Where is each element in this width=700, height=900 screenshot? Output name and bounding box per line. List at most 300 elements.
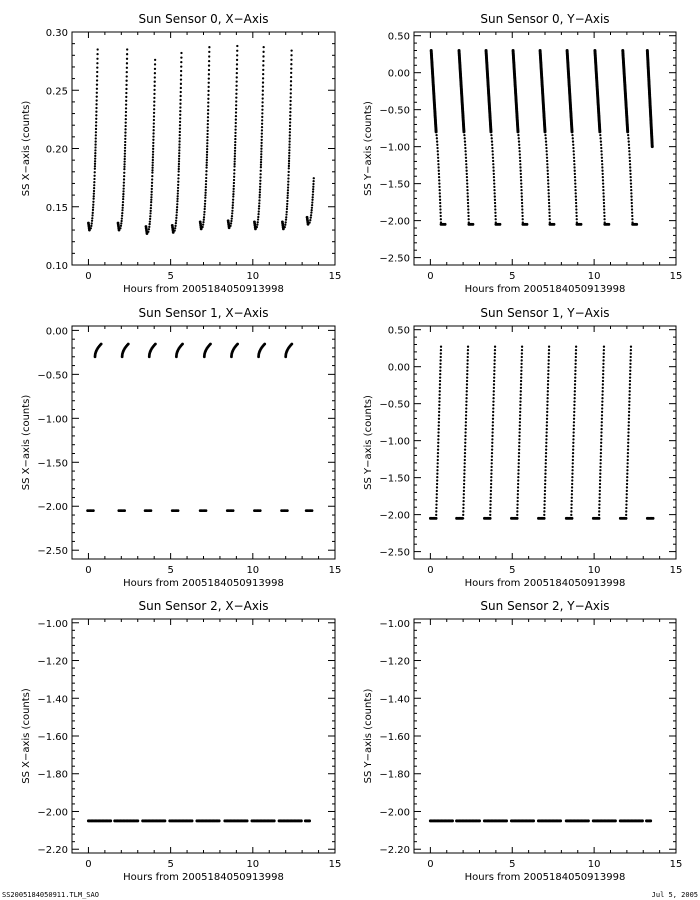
- data-point: [126, 53, 128, 55]
- data-point: [575, 356, 577, 358]
- data-point: [603, 212, 605, 214]
- data-point: [574, 363, 576, 365]
- data-point: [630, 349, 632, 351]
- data-point: [465, 153, 467, 155]
- data-point: [235, 125, 237, 127]
- data-point: [543, 507, 545, 509]
- data-point: [522, 218, 524, 220]
- data-point: [152, 162, 154, 164]
- data-point: [290, 343, 293, 346]
- data-point: [521, 195, 523, 197]
- x-tick-label: 0: [85, 565, 92, 576]
- data-point: [126, 58, 128, 60]
- data-point: [462, 500, 464, 502]
- data-point: [625, 510, 627, 512]
- x-tick-label: 5: [167, 565, 174, 576]
- data-point: [290, 67, 292, 69]
- data-point: [521, 215, 523, 217]
- data-point: [575, 359, 577, 361]
- data-point: [575, 202, 577, 204]
- data-point: [571, 493, 573, 495]
- data-point: [439, 205, 441, 207]
- data-point: [465, 428, 467, 430]
- data-point: [492, 428, 494, 430]
- data-point: [439, 380, 441, 382]
- y-tick-label: −0.50: [379, 399, 410, 411]
- data-point: [93, 195, 95, 197]
- data-point: [544, 493, 546, 495]
- data-point: [259, 183, 261, 185]
- data-point: [629, 163, 631, 165]
- data-series: [87, 819, 311, 822]
- data-point: [284, 226, 286, 228]
- data-point: [235, 93, 237, 95]
- data-point: [206, 145, 208, 147]
- data-point: [570, 503, 572, 505]
- data-point: [516, 507, 518, 509]
- footer-date: Jul 5, 2005: [651, 891, 698, 899]
- data-point: [229, 225, 231, 227]
- data-point: [493, 189, 495, 191]
- data-point: [575, 199, 577, 201]
- data-point: [122, 201, 124, 203]
- y-axis-label: SS Y−axis (counts): [363, 101, 374, 196]
- data-point: [489, 510, 491, 512]
- data-point: [259, 186, 261, 188]
- data-point: [176, 200, 178, 202]
- data-point: [628, 400, 630, 402]
- data-point: [521, 192, 523, 194]
- data-point: [631, 202, 633, 204]
- data-point: [630, 189, 632, 191]
- data-point: [285, 213, 287, 215]
- data-point: [122, 198, 124, 200]
- data-point: [151, 175, 153, 177]
- y-tick-label: −1.60: [379, 732, 410, 743]
- data-point: [494, 349, 496, 351]
- data-point: [438, 182, 440, 184]
- data-point: [517, 473, 519, 475]
- data-point: [546, 407, 548, 409]
- data-point: [572, 459, 574, 461]
- data-point: [174, 225, 176, 227]
- data-series: [430, 49, 654, 226]
- data-point: [518, 150, 520, 152]
- data-point: [466, 179, 468, 181]
- data-point: [545, 137, 547, 139]
- data-point: [122, 195, 124, 197]
- data-point: [205, 189, 207, 191]
- data-point: [489, 517, 491, 519]
- data-point: [466, 366, 468, 368]
- data-point: [574, 383, 576, 385]
- data-point: [309, 219, 311, 221]
- data-point: [492, 425, 494, 427]
- data-point: [572, 455, 574, 457]
- data-point: [628, 147, 630, 149]
- data-point: [491, 431, 493, 433]
- data-point: [178, 163, 180, 165]
- data-point: [177, 181, 179, 183]
- data-point: [288, 171, 290, 173]
- data-point: [600, 150, 602, 152]
- data-point: [545, 466, 547, 468]
- data-point: [260, 156, 262, 158]
- data-point: [175, 214, 177, 216]
- data-point: [464, 147, 466, 149]
- data-point: [151, 185, 153, 187]
- data-point: [599, 466, 601, 468]
- x-tick-label: 0: [427, 565, 434, 576]
- data-point: [520, 363, 522, 365]
- data-point: [519, 418, 521, 420]
- data-point: [124, 158, 126, 160]
- data-point: [571, 490, 573, 492]
- data-point: [598, 507, 600, 509]
- data-point: [600, 455, 602, 457]
- data-point: [517, 497, 519, 499]
- data-point: [440, 352, 442, 354]
- data-point: [629, 376, 631, 378]
- data-point: [547, 176, 549, 178]
- data-point: [207, 126, 209, 128]
- data-point: [602, 366, 604, 368]
- data-point: [438, 397, 440, 399]
- data-point: [575, 352, 577, 354]
- data-point: [464, 449, 466, 451]
- data-point: [573, 431, 575, 433]
- data-point: [489, 500, 491, 502]
- data-point: [572, 137, 574, 139]
- data-point: [518, 455, 520, 457]
- data-point: [96, 84, 98, 86]
- data-point: [493, 370, 495, 372]
- data-point: [94, 146, 96, 148]
- data-point: [287, 192, 289, 194]
- data-point: [90, 225, 92, 227]
- y-tick-label: −1.40: [379, 694, 410, 706]
- data-point: [521, 199, 523, 201]
- data-point: [154, 68, 156, 70]
- data-point: [260, 153, 262, 155]
- x-tick-label: 5: [509, 271, 516, 282]
- data-point: [547, 394, 549, 396]
- data-point: [262, 60, 264, 62]
- data-point: [288, 149, 290, 151]
- data-point: [465, 163, 467, 165]
- data-point: [312, 180, 314, 182]
- data-point: [437, 163, 439, 165]
- data-point: [437, 150, 439, 152]
- data-point: [466, 394, 468, 396]
- data-point: [601, 414, 603, 416]
- data-point: [92, 509, 95, 512]
- data-point: [92, 204, 94, 206]
- data-point: [152, 153, 154, 155]
- footer-filename: SS2005184050911.TLM_SAO: [2, 891, 99, 899]
- data-point: [254, 228, 256, 230]
- data-point: [437, 431, 439, 433]
- data-point: [289, 111, 291, 113]
- data-point: [599, 483, 601, 485]
- data-point: [91, 217, 93, 219]
- data-point: [603, 349, 605, 351]
- data-point: [257, 221, 259, 223]
- data-point: [574, 373, 576, 375]
- data-point: [600, 445, 602, 447]
- data-point: [574, 390, 576, 392]
- data-point: [261, 129, 263, 131]
- data-point: [204, 200, 206, 202]
- data-point: [546, 400, 548, 402]
- data-point: [123, 172, 125, 174]
- data-point: [262, 97, 264, 99]
- data-point: [233, 172, 235, 174]
- data-point: [436, 483, 438, 485]
- data-point: [467, 349, 469, 351]
- data-point: [490, 466, 492, 468]
- data-point: [521, 208, 523, 210]
- data-point: [465, 411, 467, 413]
- data-point: [435, 510, 437, 512]
- data-point: [494, 199, 496, 201]
- y-tick-label: −1.80: [37, 769, 68, 781]
- data-point: [230, 222, 232, 224]
- data-point: [256, 224, 258, 226]
- data-point: [602, 363, 604, 365]
- data-point: [465, 157, 467, 159]
- data-point: [466, 189, 468, 191]
- data-point: [259, 176, 261, 178]
- data-point: [626, 466, 628, 468]
- data-point: [261, 126, 263, 128]
- data-point: [285, 221, 287, 223]
- data-point: [205, 170, 207, 172]
- data-point: [520, 383, 522, 385]
- data-point: [234, 155, 236, 157]
- data-point: [601, 394, 603, 396]
- data-point: [603, 202, 605, 204]
- data-point: [205, 174, 207, 176]
- data-point: [261, 105, 263, 107]
- data-point: [602, 370, 604, 372]
- data-point: [95, 121, 97, 123]
- data-point: [601, 166, 603, 168]
- data-point: [521, 352, 523, 354]
- data-point: [124, 141, 126, 143]
- data-point: [573, 166, 575, 168]
- data-point: [545, 462, 547, 464]
- data-point: [546, 397, 548, 399]
- data-point: [125, 84, 127, 86]
- data-point: [599, 134, 601, 136]
- data-point: [236, 343, 239, 346]
- data-point: [236, 45, 238, 47]
- chart-title: Sun Sensor 0, Y−Axis: [480, 12, 610, 26]
- y-tick-label: 0.50: [387, 31, 410, 43]
- data-point: [627, 131, 629, 133]
- data-point: [493, 383, 495, 385]
- data-point: [546, 153, 548, 155]
- y-tick-label: −2.50: [37, 546, 68, 558]
- data-point: [574, 387, 576, 389]
- data-point: [493, 387, 495, 389]
- y-tick-label: −0.50: [37, 370, 68, 382]
- data-point: [435, 517, 437, 519]
- data-point: [176, 203, 178, 205]
- x-tick-label: 5: [509, 565, 516, 576]
- data-point: [234, 150, 236, 152]
- data-point: [520, 366, 522, 368]
- data-point: [547, 387, 549, 389]
- data-point: [257, 216, 259, 218]
- data-point: [233, 182, 235, 184]
- data-point: [548, 199, 550, 201]
- data-point: [154, 343, 157, 346]
- data-point: [630, 192, 632, 194]
- data-point: [631, 208, 633, 210]
- data-point: [262, 55, 264, 57]
- data-point: [151, 167, 153, 169]
- data-point: [572, 445, 574, 447]
- data-point: [547, 390, 549, 392]
- data-point: [517, 486, 519, 488]
- data-point: [235, 108, 237, 110]
- plot-frame: [72, 32, 335, 265]
- data-point: [548, 215, 550, 217]
- data-point: [548, 195, 550, 197]
- data-point: [490, 493, 492, 495]
- data-point: [125, 88, 127, 90]
- data-point: [260, 145, 262, 147]
- data-point: [259, 173, 261, 175]
- data-point: [517, 490, 519, 492]
- data-point: [125, 103, 127, 105]
- data-point: [286, 509, 289, 512]
- data-point: [548, 202, 550, 204]
- data-point: [94, 149, 96, 151]
- data-point: [175, 217, 177, 219]
- data-point: [236, 63, 238, 65]
- data-point: [548, 346, 550, 348]
- data-point: [124, 138, 126, 140]
- data-point: [627, 428, 629, 430]
- data-point: [289, 100, 291, 102]
- data-point: [627, 459, 629, 461]
- data-point: [257, 213, 259, 215]
- data-point: [575, 192, 577, 194]
- data-point: [518, 435, 520, 437]
- data-point: [153, 104, 155, 106]
- y-tick-label: 0.10: [45, 261, 68, 272]
- x-tick-label: 10: [587, 271, 601, 282]
- data-point: [126, 67, 128, 69]
- y-tick-label: 0.00: [387, 68, 410, 80]
- data-point: [262, 73, 264, 75]
- data-point: [96, 48, 98, 50]
- data-point: [466, 363, 468, 365]
- data-point: [204, 192, 206, 194]
- data-point: [438, 394, 440, 396]
- data-point: [491, 452, 493, 454]
- data-point: [94, 155, 96, 157]
- data-point: [287, 184, 289, 186]
- data-point: [519, 407, 521, 409]
- data-point: [312, 193, 314, 195]
- data-point: [544, 486, 546, 488]
- data-point: [435, 503, 437, 505]
- data-point: [464, 140, 466, 142]
- data-point: [436, 140, 438, 142]
- data-point: [150, 210, 152, 212]
- data-point: [464, 438, 466, 440]
- data-point: [574, 189, 576, 191]
- data-point: [208, 82, 210, 84]
- data-point: [494, 195, 496, 197]
- data-point: [180, 56, 182, 58]
- data-point: [466, 176, 468, 178]
- data-point: [234, 160, 236, 162]
- y-tick-label: 0.00: [45, 326, 68, 338]
- data-point: [467, 199, 469, 201]
- data-point: [463, 466, 465, 468]
- data-point: [520, 179, 522, 181]
- data-point: [285, 219, 287, 221]
- data-point: [289, 121, 291, 123]
- data-point: [235, 96, 237, 98]
- data-point: [234, 128, 236, 130]
- data-point: [312, 196, 314, 198]
- data-point: [95, 137, 97, 139]
- data-point: [463, 476, 465, 478]
- data-point: [572, 435, 574, 437]
- data-point: [92, 209, 94, 211]
- data-point: [518, 144, 520, 146]
- data-point: [207, 105, 209, 107]
- data-point: [544, 479, 546, 481]
- data-point: [234, 144, 236, 146]
- data-point: [95, 134, 97, 136]
- data-point: [491, 150, 493, 152]
- y-tick-label: −2.00: [37, 502, 68, 514]
- data-point: [467, 208, 469, 210]
- data-point: [207, 90, 209, 92]
- data-point: [600, 140, 602, 142]
- data-point: [546, 414, 548, 416]
- data-point: [151, 178, 153, 180]
- data-point: [601, 400, 603, 402]
- data-point: [463, 486, 465, 488]
- data-point: [180, 70, 182, 72]
- data-point: [151, 171, 153, 173]
- data-point: [178, 140, 180, 142]
- data-point: [628, 404, 630, 406]
- data-point: [260, 148, 262, 150]
- data-point: [234, 147, 236, 149]
- data-point: [494, 215, 496, 217]
- data-point: [493, 186, 495, 188]
- data-point: [598, 510, 600, 512]
- data-point: [544, 473, 546, 475]
- data-point: [628, 397, 630, 399]
- data-point: [467, 212, 469, 214]
- data-point: [518, 449, 520, 451]
- data-point: [235, 122, 237, 124]
- y-tick-label: −1.60: [37, 732, 68, 743]
- data-point: [436, 490, 438, 492]
- data-point: [262, 51, 264, 53]
- data-point: [438, 404, 440, 406]
